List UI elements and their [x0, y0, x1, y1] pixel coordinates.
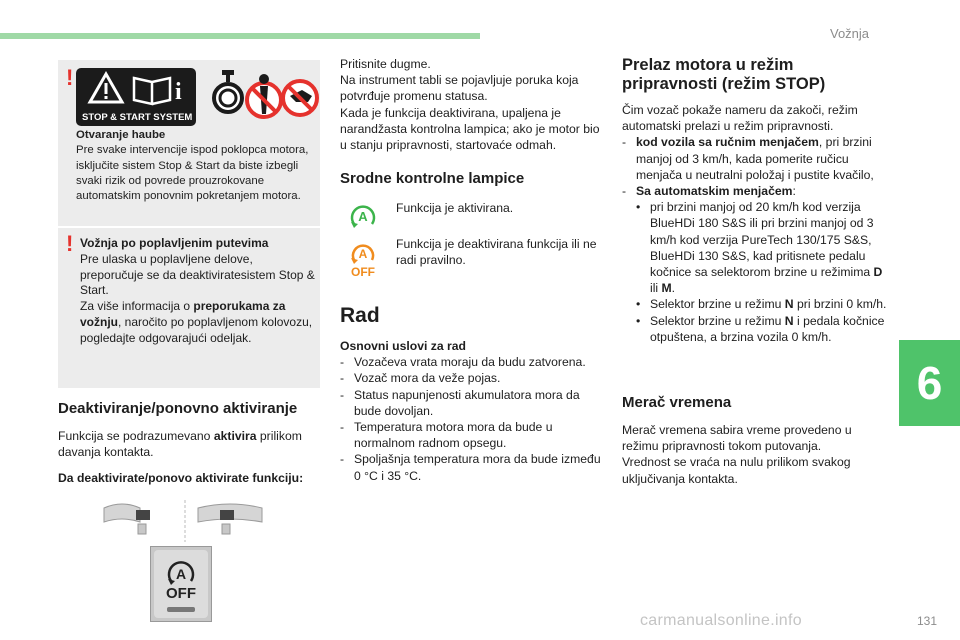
button-indicator — [167, 607, 195, 612]
warning-flood-line2: Za više informacija o preporukama za vožnju, naročito po poplavljenom kolovozu, pogledajte odgovarajući odeljak. — [80, 299, 313, 345]
section-title: Vožnja — [830, 26, 870, 41]
press-button-step: Pritisnite dugme. — [340, 57, 431, 71]
standby-heading: Prelaz motora u režim pripravnosti (režim STOP) — [622, 56, 826, 93]
stop-start-warning-pictogram — [76, 68, 320, 128]
condition-item: - Vozač mora da veže pojas. — [340, 371, 501, 386]
conditions-heading: Osnovni uslovi za rad — [340, 339, 466, 353]
page-number: 131 — [917, 614, 938, 628]
warning-hood-title: Otvaranje haube — [76, 129, 166, 141]
condition-item: - Vozačeva vrata moraju da budu zatvorena. — [340, 355, 586, 370]
svg-text:OFF: OFF — [351, 265, 375, 279]
deactivation-instruction: Da deaktivirate/ponovo aktivirate funkciju: — [58, 471, 304, 485]
warning-box-hood — [58, 60, 320, 226]
warning-flood-line1: Pre ulaska u poplavljene delove, preporučuje se da deaktiviratesistem Stop & Start. — [80, 251, 315, 298]
deactivation-text: Funkcija se podrazumevano aktivira prilikom davanja kontakta. — [58, 429, 302, 460]
condition-item: - Status napunjenosti akumulatora mora da bude dovoljan. — [340, 387, 580, 418]
condition-item: - Temperatura motora mora da bude u normalnom radnom opsegu. — [340, 420, 553, 451]
standby-auto-subitem: • pri brzini manjoj od 20 km/h kod verzija BlueHDi 180 S&S ili pri brzini manjoj od 3 km/h kod verzija PureTech 130/175 S&S, BlueHDi 130 S&S, kad pritisnete pedalu kočnice sa selektorom brzine u režimima D ili M. — [636, 200, 883, 296]
standby-auto-subitem: • Selektor brzine u režimu N i pedala kočnice otpuštena, a brzina vozila 0 km/h. — [636, 313, 885, 344]
chapter-tab — [899, 340, 960, 426]
auto-a-green-icon — [348, 200, 378, 230]
svg-text:A: A — [358, 247, 368, 261]
svg-text:A: A — [175, 566, 187, 582]
operation-heading: Rad — [340, 304, 380, 327]
standby-intro: Čim vozač pokaže nameru da zakoči, režim automatski prelazi u režim pripravnosti. — [622, 103, 858, 134]
lamp-active-text: Funkcija je aktivirana. — [396, 201, 514, 215]
timer-text: Merač vremena sabira vreme provedeno u režimu pripravnosti tokom putovanja. Vrednost se vraća na nulu prilikom svakog uključivanja kontakta. — [622, 423, 852, 486]
warning-exclamation-icon: ! — [66, 231, 74, 256]
off-label: OFF — [166, 585, 196, 602]
chapter-number: 6 — [916, 357, 943, 409]
deactivation-heading: Deaktiviranje/ponovno aktiviranje — [58, 400, 298, 417]
dashboard-location-illustration — [100, 500, 270, 542]
watermark: carmanualsonline.info — [640, 612, 802, 629]
status-message-paragraph: Na instrument tabli se pojavljuje poruka koja potvrđuje promenu statusa. Kada je funkcija deaktivirana, upaljena je narandžasta kontrolna lampica; ako je motor bio u stanju pripravnosti, startovaće odmah. — [340, 73, 600, 153]
auto-a-off-orange-icon — [346, 238, 380, 280]
warning-box-flood — [58, 228, 320, 388]
condition-item: - Spoljašnja temperatura mora da bude između 0 °C i 35 °C. — [340, 452, 601, 483]
svg-text:A: A — [358, 209, 368, 224]
timer-heading: Merač vremena — [622, 394, 732, 411]
standby-auto-item: - Sa automatskim menjačem: — [622, 184, 796, 199]
standby-auto-subitem: • Selektor brzine u režimu N pri brzini 0 km/h. — [636, 297, 887, 312]
standby-manual-item: - kod vozila sa ručnim menjačem, pri brzini manjoj od 3 km/h, kada pomerite ručicu menjača u neutralni položaj i pustite kvačilo, — [622, 135, 874, 182]
stop-start-badge: STOP & START SYSTEM — [82, 112, 193, 123]
header-rule — [0, 33, 480, 39]
svg-text:i: i — [175, 79, 182, 105]
warning-flood-title: Vožnja po poplavljenim putevima — [80, 236, 269, 250]
stop-start-off-button[interactable] — [150, 546, 212, 622]
auto-a-icon — [165, 557, 197, 587]
lamps-heading: Srodne kontrolne lampice — [340, 170, 525, 187]
lamp-inactive-text: Funkcija je deaktivirana funkcija ili ne radi pravilno. — [396, 237, 597, 268]
warning-hood-text: Pre svake intervencije ispod poklopca motora, isključite sistem Stop & Start da biste izbegli svaki rizik od povrede prouzrokovane automatskim ponovnim pokretanjem motora. — [76, 144, 309, 203]
warning-exclamation-icon: ! — [66, 65, 74, 90]
